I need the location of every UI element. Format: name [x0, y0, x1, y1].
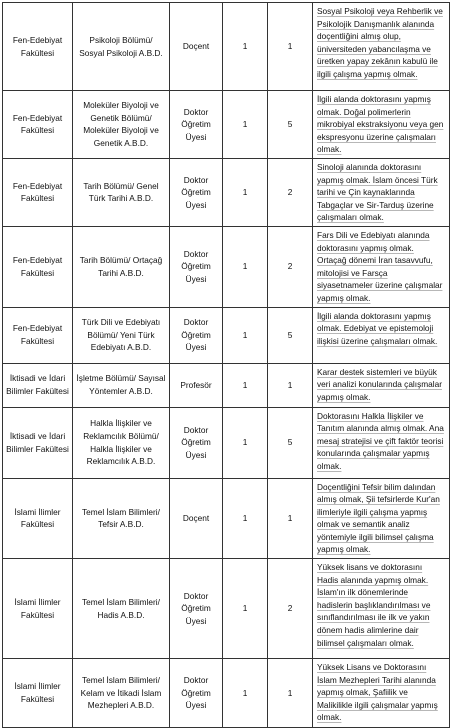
faculty-cell: İslami İlimler Fakültesi	[3, 559, 73, 659]
count-cell: 2	[268, 226, 313, 307]
count-cell: 1	[223, 659, 268, 728]
count-cell: 1	[223, 3, 268, 91]
count-cell: 1	[223, 91, 268, 159]
description-cell	[313, 307, 450, 363]
department-cell: Tarih Bölümü/ Ortaçağ Tarihi A.B.D.	[73, 226, 170, 307]
title-cell: Doktor Öğretim Üyesi	[170, 407, 223, 478]
description-cell	[313, 363, 450, 407]
count-cell: 1	[223, 307, 268, 363]
count-cell: 5	[268, 307, 313, 363]
count-cell: 1	[223, 226, 268, 307]
title-cell: Doçent	[170, 478, 223, 559]
description-text: İlgili alanda doktorasını yapmış olmak. Doğal polimerlerin mikrobiyal ekstraksiyonu veya gen ekspresyonu üzerine çalışmaları olmak.	[317, 94, 444, 155]
department-cell: Tarih Bölümü/ Genel Türk Tarihi A.B.D.	[73, 158, 170, 226]
table-row	[3, 659, 450, 728]
faculty-cell: İslami İlimler Fakültesi	[3, 659, 73, 728]
table-row	[3, 559, 450, 659]
title-cell: Doktor Öğretim Üyesi	[170, 659, 223, 728]
description-cell	[313, 158, 450, 226]
title-cell: Doktor Öğretim Üyesi	[170, 307, 223, 363]
count-cell: 1	[268, 659, 313, 728]
description-text: Doktorasını Halkla İlişkiler ve Tanıtım alanında almış olmak. Ana mesaj stratejisi ve çift faktör teorisi konularında çalışmalar yapmış olmak.	[317, 410, 444, 471]
table-row	[3, 407, 450, 478]
title-cell: Doçent	[170, 3, 223, 91]
faculty-cell: Fen-Edebiyat Fakültesi	[3, 158, 73, 226]
title-cell: Doktor Öğretim Üyesi	[170, 158, 223, 226]
faculty-cell: Fen-Edebiyat Fakültesi	[3, 91, 73, 159]
description-cell	[313, 407, 450, 478]
faculty-cell: İktisadi ve İdari Bilimler Fakültesi	[3, 363, 73, 407]
table-row	[3, 307, 450, 363]
department-cell: Psikoloji Bölümü/ Sosyal Psikoloji A.B.D.	[73, 3, 170, 91]
faculty-cell: Fen-Edebiyat Fakültesi	[3, 3, 73, 91]
count-cell: 1	[223, 158, 268, 226]
count-cell: 1	[223, 407, 268, 478]
table-row	[3, 158, 450, 226]
description-text: Sosyal Psikoloji veya Rehberlik ve Psikolojik Danışmanlık alanında doçentliğini almış olup, üniversiteden yabancılaşma ve üretken yapay zekânın kabulü ile ilgili çalışma yapmış olmak.	[317, 6, 443, 79]
department-cell: Temel İslam Bilimleri/ Kelam ve İtikadi İslam Mezhepleri A.B.D.	[73, 659, 170, 728]
table-row	[3, 226, 450, 307]
description-cell	[313, 91, 450, 159]
faculty-cell: Fen-Edebiyat Fakültesi	[3, 226, 73, 307]
table-row	[3, 478, 450, 559]
description-text: Doçentliğini Tefsir bilim dalından almış olmak, Şii tefsirlerde Kur'an ilimleriyle ilgili çalışma yapmış olmak ve semantik analiz yöntemiyle ilgili bilimsel çalışma yapmış olmak.	[317, 481, 440, 555]
faculty-cell: İktisadi ve İdari Bilimler Fakültesi	[3, 407, 73, 478]
description-text: Yüksek Lisans ve Doktorasını İslam Mezhepleri Tarihi alanında yapmış olmak, Şafiilik ve Malikilikle ilgili çalışmalar yapmış olmak.	[317, 662, 438, 723]
faculty-cell: Fen-Edebiyat Fakültesi	[3, 307, 73, 363]
count-cell: 1	[223, 363, 268, 407]
title-cell: Doktor Öğretim Üyesi	[170, 91, 223, 159]
description-cell	[313, 226, 450, 307]
department-cell: Halkla İlişkiler ve Reklamcılık Bölümü/ Halkla İlişkiler ve Reklamcılık A.B.D.	[73, 407, 170, 478]
table-row	[3, 363, 450, 407]
description-cell	[313, 478, 450, 559]
count-cell: 1	[268, 478, 313, 559]
description-cell	[313, 559, 450, 659]
description-cell	[313, 3, 450, 91]
department-cell: Türk Dili ve Edebiyatı Bölümü/ Yeni Türk Edebiyatı A.B.D.	[73, 307, 170, 363]
positions-table	[2, 2, 450, 728]
department-cell: Temel İslam Bilimleri/ Hadis A.B.D.	[73, 559, 170, 659]
count-cell: 5	[268, 91, 313, 159]
count-cell: 5	[268, 407, 313, 478]
title-cell: Doktor Öğretim Üyesi	[170, 226, 223, 307]
description-text: Yüksek lisans ve doktorasını Hadis alanında yapmış olmak. İslam'ın ilk dönemlerinde hadislerin başlıklandırılması ve sınıflandırılması ile ilk ve yakın dönem hadis alimlerine dair bilimsel çalışmaları olmak.	[317, 562, 431, 648]
count-cell: 1	[223, 478, 268, 559]
count-cell: 1	[268, 363, 313, 407]
department-cell: İşletme Bölümü/ Sayısal Yöntemler A.B.D.	[73, 363, 170, 407]
description-text: İlgili alanda doktorasını yapmış olmak. Edebiyat ve epistemoloji ilişkisi üzerine çalışmaları olmak.	[317, 310, 438, 346]
description-text: Sinoloji alanında doktorasını yapmış olmak. İslam öncesi Türk tarihi ve Çin kaynaklarında Tabgaçlar ve Sir-Tarduş üzerine çalışmaları olmak.	[317, 161, 438, 223]
description-cell	[313, 659, 450, 728]
department-cell: Temel İslam Bilimleri/ Tefsir A.B.D.	[73, 478, 170, 559]
department-cell: Moleküler Biyoloji ve Genetik Bölümü/ Moleküler Biyoloji ve Genetik A.B.D.	[73, 91, 170, 159]
faculty-cell: İslami İlimler Fakültesi	[3, 478, 73, 559]
table-row	[3, 91, 450, 159]
count-cell: 2	[268, 158, 313, 226]
description-text: Karar destek sistemleri ve büyük veri analizi konularında çalışmalar yapmış olmak.	[317, 366, 442, 402]
count-cell: 1	[268, 3, 313, 91]
description-text: Fars Dili ve Edebiyatı alanında doktorasını yapmış olmak. Ortaçağ dönemi İran tasavvufu, mitolojisi ve Farsça siyasetnameler üzerine çalışmalar yapmış olmak.	[317, 229, 443, 303]
count-cell: 1	[223, 559, 268, 659]
title-cell: Profesör	[170, 363, 223, 407]
title-cell: Doktor Öğretim Üyesi	[170, 559, 223, 659]
count-cell: 2	[268, 559, 313, 659]
table-row	[3, 3, 450, 91]
